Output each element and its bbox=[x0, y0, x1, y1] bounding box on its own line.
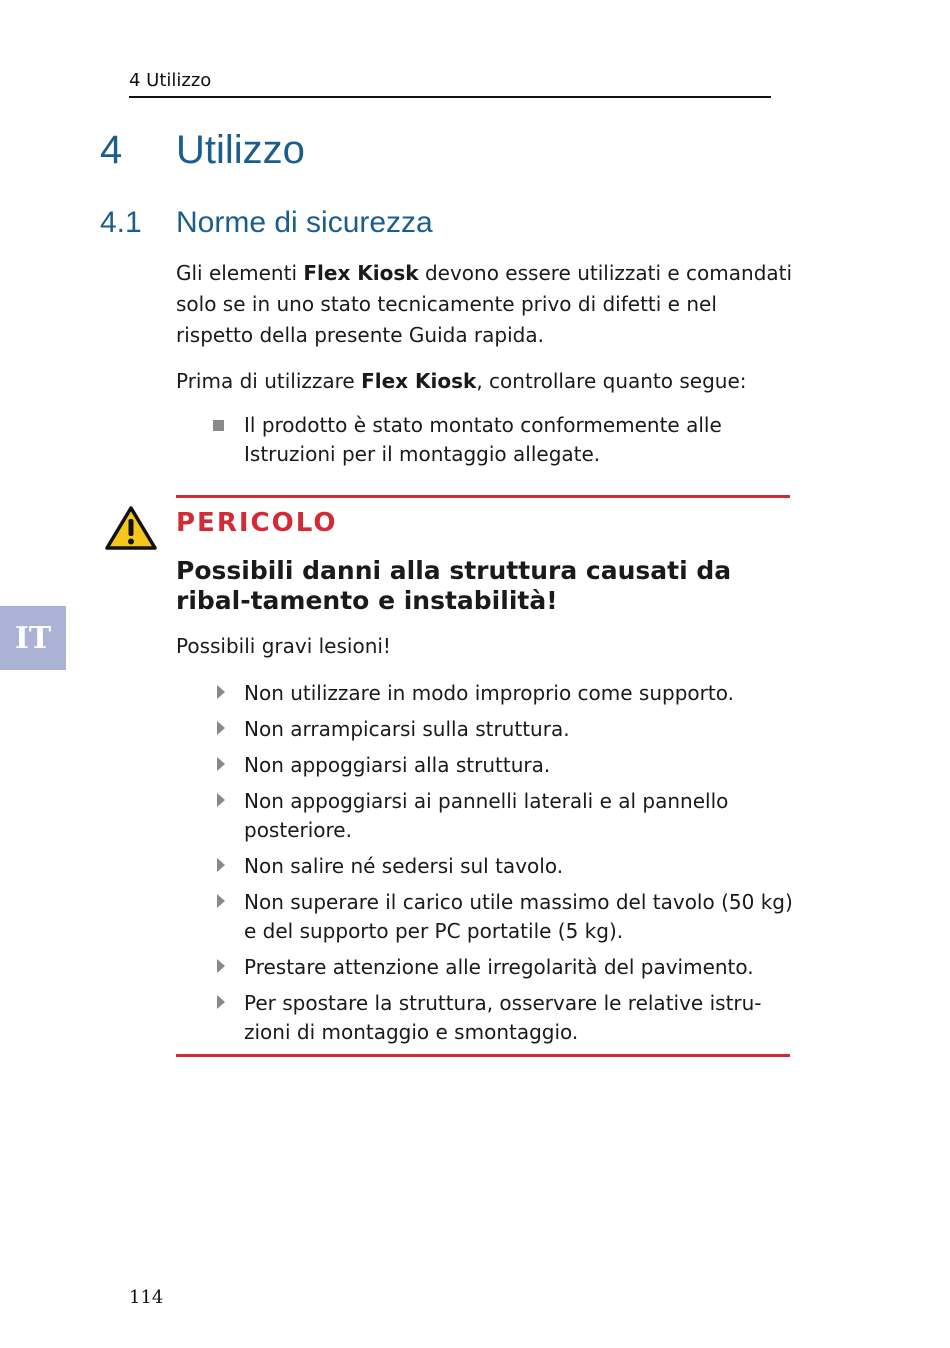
triangle-bullet-icon bbox=[217, 995, 225, 1009]
chapter-title: Utilizzo bbox=[176, 128, 305, 172]
triangle-bullet-icon bbox=[217, 858, 225, 872]
triangle-bullet-icon bbox=[217, 894, 225, 908]
header-rule bbox=[129, 96, 771, 98]
list-item bbox=[213, 751, 793, 780]
checklist bbox=[213, 411, 793, 469]
list-item bbox=[213, 787, 793, 845]
check-paragraph bbox=[176, 366, 796, 397]
language-tab bbox=[0, 606, 66, 670]
list-item bbox=[213, 715, 793, 744]
product-name: Flex Kiosk bbox=[361, 369, 477, 393]
warning-triangle-icon bbox=[104, 505, 158, 551]
triangle-bullet-icon bbox=[217, 685, 225, 699]
hazard-consequence: Possibili gravi lesioni! bbox=[176, 634, 391, 658]
warning-bottom-rule bbox=[176, 1054, 790, 1057]
list-item-text: Il prodotto è stato montato conformemente alle Istruzioni per il montaggio allegate. bbox=[244, 413, 722, 466]
list-item bbox=[213, 411, 793, 469]
measure-text: Non appoggiarsi alla struttura. bbox=[244, 753, 551, 777]
section-number: 4.1 bbox=[100, 206, 142, 239]
safety-measures-list bbox=[213, 679, 793, 1054]
language-tab-label: IT bbox=[14, 620, 52, 656]
triangle-bullet-icon bbox=[217, 959, 225, 973]
measure-text: Per spostare la struttura, osservare le relative istru-zioni di montaggio e smontaggio. bbox=[244, 991, 762, 1044]
measure-text: Non arrampicarsi sulla struttura. bbox=[244, 717, 570, 741]
section-title: Norme di sicurezza bbox=[176, 206, 433, 239]
triangle-bullet-icon bbox=[217, 793, 225, 807]
list-item bbox=[213, 852, 793, 881]
warning-top-rule bbox=[176, 495, 790, 498]
measure-text: Non utilizzare in modo improprio come supporto. bbox=[244, 681, 734, 705]
check-text-after: , controllare quanto segue: bbox=[476, 369, 747, 393]
hazard-title: Possibili danni alla struttura causati da ribal-tamento e instabilità! bbox=[176, 556, 732, 615]
measure-text: Non appoggiarsi ai pannelli laterali e al pannello posteriore. bbox=[244, 789, 729, 842]
list-item bbox=[213, 888, 793, 946]
square-bullet-icon bbox=[213, 420, 224, 431]
intro-text-before: Gli elementi bbox=[176, 261, 304, 285]
running-header: 4 Utilizzo bbox=[129, 70, 212, 91]
measure-text: Prestare attenzione alle irregolarità del pavimento. bbox=[244, 955, 754, 979]
list-item bbox=[213, 953, 793, 982]
chapter-number: 4 bbox=[100, 128, 123, 172]
check-text-before: Prima di utilizzare bbox=[176, 369, 362, 393]
intro-paragraph bbox=[176, 258, 796, 351]
list-item bbox=[213, 679, 793, 708]
intro-text-after: devono essere utilizzati e comandati solo se in uno stato tecnicamente privo di difetti e nel rispetto della presente Guida rapida. bbox=[176, 261, 793, 347]
page-number: 114 bbox=[129, 1287, 164, 1308]
measure-text: Non superare il carico utile massimo del tavolo (50 kg) e del supporto per PC portatile (5 kg). bbox=[244, 890, 793, 943]
triangle-bullet-icon bbox=[217, 721, 225, 735]
signal-word: PERICOLO bbox=[176, 508, 338, 538]
list-item bbox=[213, 989, 793, 1047]
product-name: Flex Kiosk bbox=[303, 261, 419, 285]
triangle-bullet-icon bbox=[217, 757, 225, 771]
measure-text: Non salire né sedersi sul tavolo. bbox=[244, 854, 564, 878]
